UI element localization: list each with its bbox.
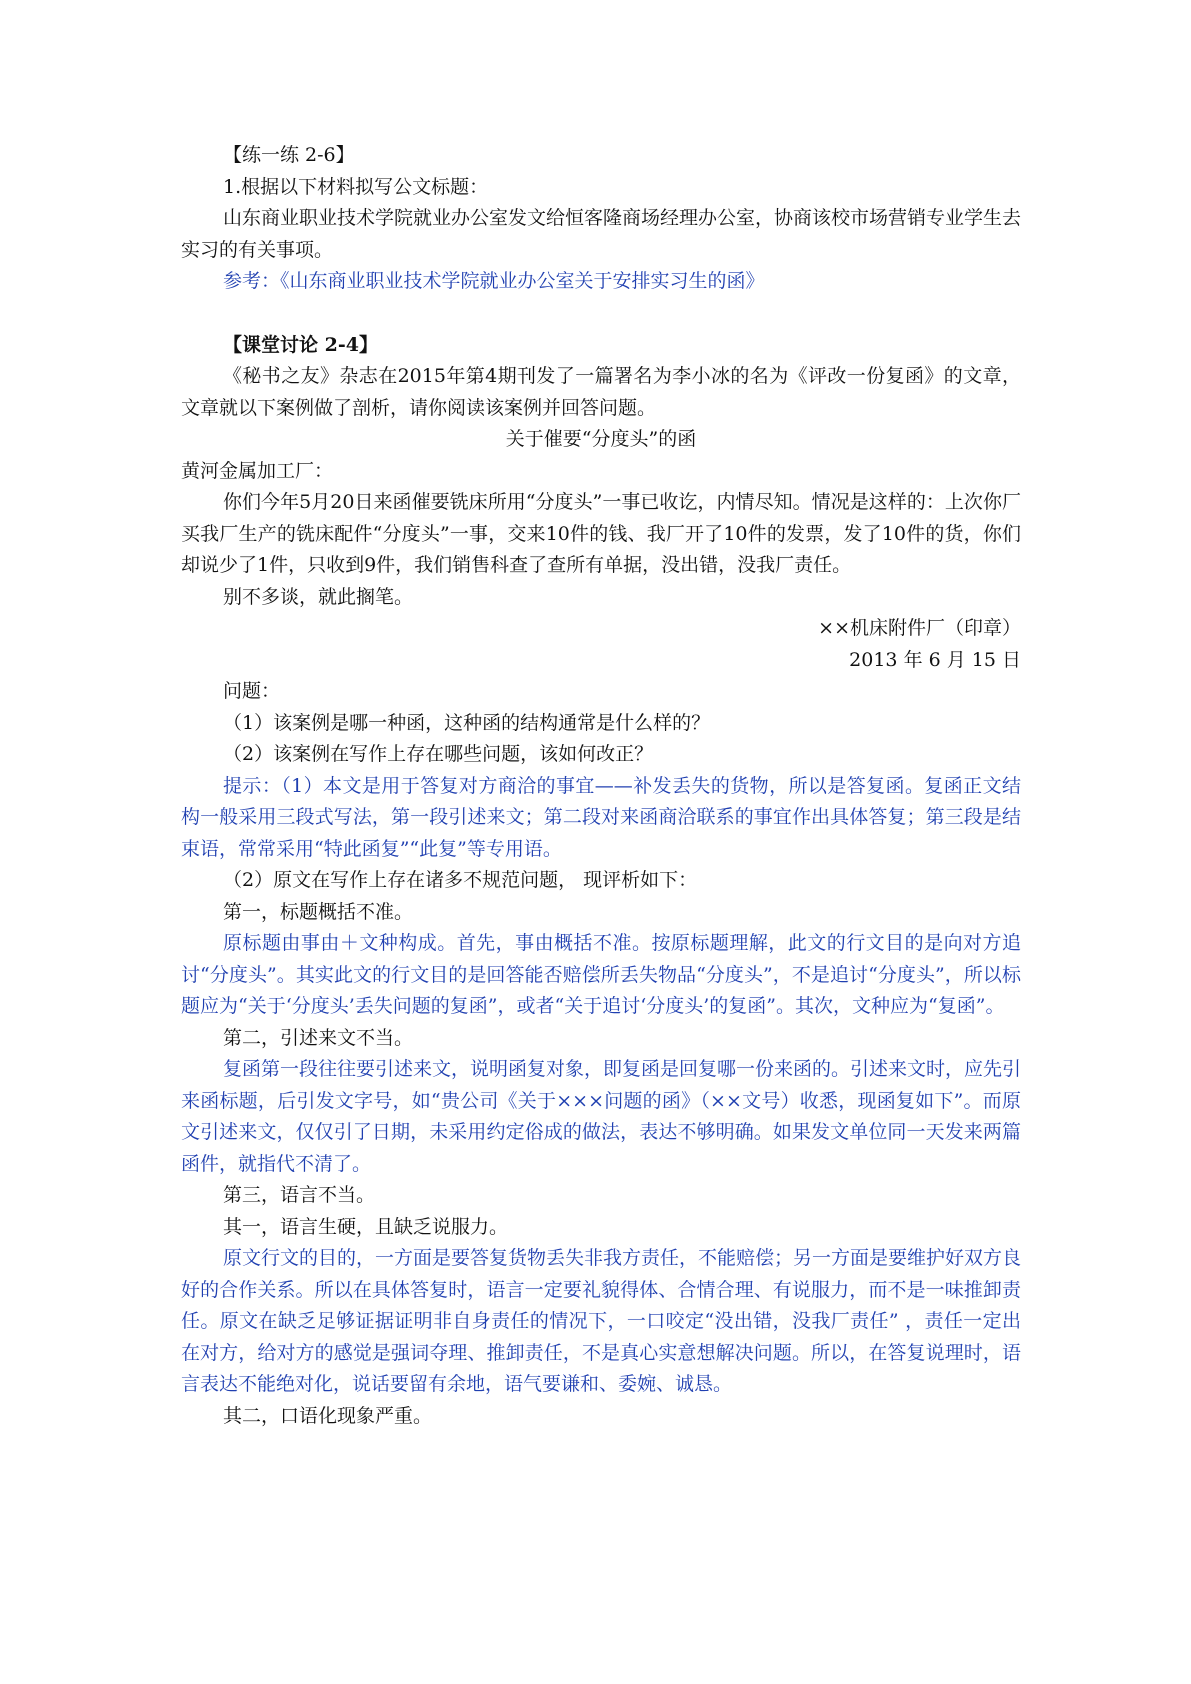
letter-recipient: 黄河金属加工厂： bbox=[181, 459, 334, 482]
document-page bbox=[181, 140, 1021, 1432]
section-gap bbox=[181, 298, 1021, 330]
exercise-heading: 【练一练 2-6】 bbox=[223, 144, 355, 166]
hint-subheading: 第一，标题概括不准。 bbox=[223, 900, 414, 923]
hint-paragraph: 复函第一段往往要引述来文，说明函复对象，即复函是回复哪一份来函的。引述来文时，应先引来函标题，后引发文字号，如“贵公司《关于×××问题的函》（××文号）收悉，现函复如下”。而原文引述来文，仅仅引了日期，未采用约定俗成的做法，表达不够明确。如果发文单位同一天发来两篇函件，就指代不清了。 bbox=[181, 1058, 1022, 1175]
hint-paragraph: （2）原文在写作上存在诸多不规范问题， 现评析如下： bbox=[223, 869, 698, 891]
hint-paragraph: 提示：（1）本文是用于答复对方商洽的事宜——补发丢失的货物，所以是答复函。复函正文结构一般采用三段式写法，第一段引述来文；第二段对来函商洽联系的事宜作出具体答复；第三段是结束语，常常采用“特此函复”“此复”等专用语。 bbox=[181, 774, 1021, 860]
letter-date: 2013 年 6 月 15 日 bbox=[849, 648, 1021, 671]
question-item: （1）该案例是哪一种函，这种函的结构通常是什么样的？ bbox=[223, 711, 711, 734]
hint-subheading: 第三，语言不当。 bbox=[223, 1184, 376, 1206]
hint-subheading: 第二，引述来文不当。 bbox=[223, 1026, 414, 1049]
letter-body: 你们今年5月20日来函催要铣床所用“分度头”一事已收讫，内情尽知。情况是这样的：上次你厂买我厂生产的铣床配件“分度头”一事，交来10件的钱、我厂开了10件的发票，发了10件的货，你们却说少了1件，只收到9件，我们销售科查了查所有单据，没出错，没我厂责任。 bbox=[181, 491, 1021, 576]
exercise-material: 山东商业职业技术学院就业办公室发文给恒客隆商场经理办公室，协商该校市场营销专业学生去实习的有关事项。 bbox=[181, 207, 1022, 261]
questions-label: 问题： bbox=[223, 680, 281, 702]
hint-paragraph: 原标题由事由＋文种构成。首先，事由概括不准。按原标题理解，此文的行文目的是向对方追讨“分度头”。其实此文的行文目的是回答能否赔偿所丢失物品“分度头”，不是追讨“分度头”，所以标题应为“关于‘分度头’丢失问题的复函”，或者“关于追讨‘分度头’的复函”。其次，文种应为“复函”。 bbox=[181, 932, 1021, 1017]
exercise-reference: 参考：《山东商业职业技术学院就业办公室关于安排实习生的函》 bbox=[223, 270, 765, 292]
question-item: （2）该案例在写作上存在哪些问题，该如何改正？ bbox=[223, 743, 654, 765]
letter-closing: 别不多谈，就此搁笔。 bbox=[223, 585, 414, 608]
hint-subheading: 其二，口语化现象严重。 bbox=[223, 1404, 433, 1427]
letter-sender: ××机床附件厂（印章） bbox=[818, 617, 1021, 639]
hint-subheading: 其一，语言生硬，且缺乏说服力。 bbox=[223, 1215, 509, 1238]
exercise-item: 1.根据以下材料拟写公文标题： bbox=[223, 175, 489, 198]
hint-paragraph: 原文行文的目的，一方面是要答复货物丢失非我方责任，不能赔偿；另一方面是要维护好双方良好的合作关系。所以在具体答复时，语言一定要礼貌得体、合情合理、有说服力，而不是一味推卸责任。原文在缺乏足够证据证明非自身责任的情况下，一口咬定“没出错，没我厂责任” ，责任一定出在对方，给对方的感觉是强词夺理、推卸责任，不是真心实意想解决问题。所以，在答复说理时，语言表达不能绝对化，说话要留有余地，语气要谦和、委婉、诚恳。 bbox=[181, 1247, 1022, 1395]
letter-title: 关于催要“分度头”的函 bbox=[505, 428, 697, 450]
discussion-heading: 【课堂讨论 2-4】 bbox=[223, 333, 378, 356]
discussion-intro: 《秘书之友》杂志在2015年第4期刊发了一篇署名为李小冰的名为《评改一份复函》的文章，文章就以下案例做了剖析，请你阅读该案例并回答问题。 bbox=[181, 365, 1021, 419]
